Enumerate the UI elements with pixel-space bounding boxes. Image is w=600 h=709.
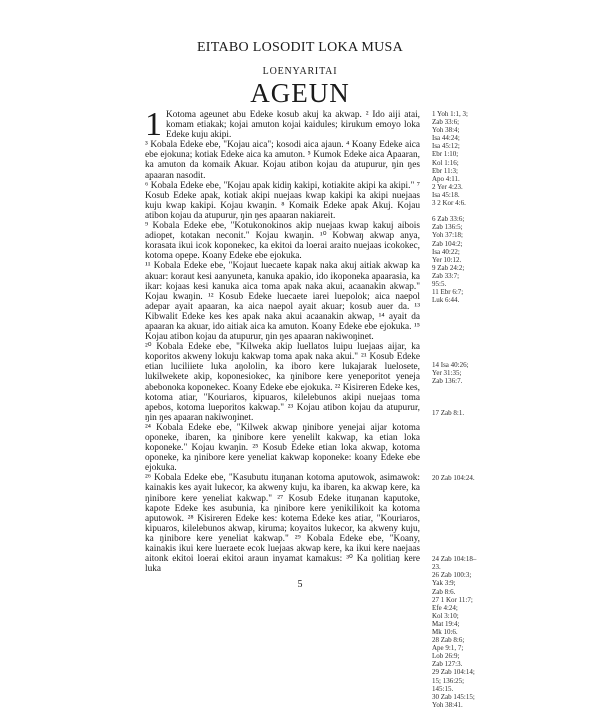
cross-reference: 20 Zab 104:24. bbox=[432, 474, 475, 483]
cross-reference bbox=[432, 450, 512, 458]
paragraph-5: ¹¹ Kobala Edeke ebe, "Kojaut luecaete kapak naka akuj aitiak akwap ka akuar: koraut kesi aanyuneta, kanuka apakio, ido ikoponeka apaarasia, ka ikar: kojaas kesi kanuka aica toma apak naka akui, acaanakin akwap." Kojau kwaŋin. ¹² Kosub Edeke luecaete iarei luepolok; aica naepol adepar ayait apaaran, ka aica naepol ayait akuar; kosub auer da. ¹³ Kibwalit Edeke kes kes apak naka akui acaanakin akwap, ¹⁴ ayait da apaaran ka akuar, ido aitiak aica ka amuton. Koany Edeke ebe ejokuka. ¹⁵ Kojau atibon kojau da atupurur, ŋin ŋes apaaran nakiwoŋinet. bbox=[145, 261, 420, 343]
paragraph-1 bbox=[145, 106, 420, 143]
cross-reference: Yoh 38:41. bbox=[432, 700, 463, 709]
cross-reference: 26 Zab 100:3; bbox=[432, 571, 472, 580]
paragraph-6: ²⁰ Kobala Edeke ebe, "Kilweka akip luellatos luipu luejaas aijar, ka koporitos akweny lokuju kakwap toma apak naka akui." ²¹ Kosub Edeke etian luciliiete luka aŋololin, ka iboro kere lukajarak luelosete, lukilwekete akip, koponesiokec, ka ŋinibore kere yeneporitot yeneja abebonoka koponekec. Koany Edeke ebe ejokuka. ²² Kisireren Edeke kes, kotoma atiar, "Kouriaros, kipuaros, kilelebunos akipi nuejaas toma apebos, kotoma lueporitos kakwap." ²³ Kojau atibon kojau da atupurur, ŋin ŋes apaaran nakiwoŋinet. bbox=[145, 342, 420, 423]
cross-reference: 14 Isa 40:26; bbox=[432, 360, 469, 369]
page-number: 5 bbox=[297, 579, 303, 590]
cross-reference: Isa 40:22; bbox=[432, 247, 460, 256]
cross-reference bbox=[432, 442, 512, 450]
cross-reference bbox=[432, 393, 512, 401]
main-text-column bbox=[145, 106, 420, 575]
cross-reference: 23. bbox=[432, 563, 441, 572]
cross-reference bbox=[432, 507, 512, 515]
cross-reference bbox=[432, 458, 512, 466]
cross-reference: Zab 127:3. bbox=[432, 660, 463, 669]
paragraph-8: ²⁶ Kobala Edeke ebe, "Kasubutu ituŋanan kotoma aputowok, asimawok: kainakis kes ayait lukecor, ka akweny kuju, ka ibaren, ka akwap kere, ka ŋinibore kere yeneliat kakwap." ²⁷ Kosub Edeke ituŋanan kaputoke, kapote Edeke kes asubunia, ka ŋinibore kere yenikilikoit ka kotoma aputowok. ²⁸ Kisireren Edeke kes: kotema Edeke kes atiar, "Kouriaros, kipuaros, kilelebunos akwap, kiruma; koyaitos lukecor, ka akweny kuju, ka ŋinibore kere yeneliat kakwap." ²⁹ Kobala Edeke ebe, "Koany, kainakis ikui kere lueraete ecok luejaas akwap kere, ka ikui kere naejaas aitonk ekitoi loerai ekitoi araun inyamat kamakus: ³⁰ Ka ŋolitiaŋ kere luka bbox=[145, 473, 420, 575]
cross-reference: Yoh 38:4; bbox=[432, 126, 460, 135]
cross-reference: Isa 44:24; bbox=[432, 134, 460, 143]
cross-reference: Ape 9:1, 7; bbox=[432, 644, 464, 653]
cross-reference: 29 Zab 104:14; bbox=[432, 668, 475, 677]
cross-reference: Zab 33:7; bbox=[432, 271, 460, 280]
cross-reference bbox=[432, 401, 512, 409]
book-title: EITABO LOSODIT LOKA MUSA bbox=[196, 40, 404, 55]
cross-reference: 17 Zab 8:1. bbox=[432, 409, 465, 418]
verse-text: Kotoma ageunet abu Edeke kosub akuj ka akwap. ² Ido aiji atai, komam etiakak; kojai amuton kojai kaidules; kirukum emoyo loka Edeke kuju akipi. bbox=[166, 110, 420, 141]
cross-reference: 95:5. bbox=[432, 279, 447, 288]
paragraph-2: ³ Kobala Edeke ebe, "Kojau aica"; kosodi aica ajaun. ⁴ Koany Edeke aica ebe ejokuna; kotiak Edeke aica ka amuton. ⁵ Kumok Edeke aica Apaaran, ka amuton da komaik Akuar. Kojau atibon kojau da atupurur, ŋin ŋes apaaran nasodit. bbox=[145, 140, 420, 181]
cross-reference-column bbox=[432, 110, 512, 709]
cross-reference: Yer 31:35; bbox=[432, 369, 462, 377]
cross-reference bbox=[432, 499, 512, 507]
cross-reference bbox=[432, 207, 512, 215]
cross-reference: Isa 45:18. bbox=[432, 190, 460, 199]
cross-reference: Mk 10:6. bbox=[432, 628, 458, 636]
cross-reference bbox=[432, 490, 512, 498]
cross-reference: 2 Yer 4:23. bbox=[432, 182, 463, 191]
cross-reference bbox=[432, 337, 512, 345]
cross-reference: Apo 4:11. bbox=[432, 174, 460, 183]
chapter-number: 1 bbox=[145, 106, 162, 143]
cross-reference bbox=[432, 482, 512, 490]
cross-reference: Yoh 37:18; bbox=[432, 231, 463, 240]
cross-reference: Yer 10:12. bbox=[432, 255, 462, 264]
cross-reference: 3 2 Kor 4:6. bbox=[432, 199, 466, 208]
cross-reference bbox=[432, 385, 512, 393]
cross-reference: 6 Zab 33:6; bbox=[432, 215, 465, 224]
cross-reference: 11 Ebr 6:7; bbox=[432, 288, 464, 297]
cross-reference: Ebr 11:3; bbox=[432, 166, 458, 175]
cross-reference: 28 Zab 8:6; bbox=[432, 636, 465, 645]
cross-reference bbox=[432, 312, 512, 320]
cross-reference bbox=[432, 320, 512, 328]
cross-reference bbox=[432, 304, 512, 312]
cross-reference: Kol 3:10; bbox=[432, 611, 459, 620]
cross-reference: 30 Zab 145:15; bbox=[432, 692, 475, 701]
cross-reference bbox=[432, 329, 512, 337]
cross-reference bbox=[432, 531, 512, 539]
cross-reference: 1 Yoh 1:1, 3; bbox=[432, 110, 468, 118]
cross-reference: Isa 45:12; bbox=[432, 142, 460, 151]
cross-reference: Yak 3:9; bbox=[432, 579, 456, 588]
cross-reference bbox=[432, 539, 512, 547]
cross-reference: 15; 136:25; bbox=[432, 676, 465, 685]
cross-reference: Lob 26:9; bbox=[432, 652, 460, 661]
chapter-title: AGEUN bbox=[250, 78, 350, 108]
cross-reference: Zab 33:6; bbox=[432, 118, 460, 127]
cross-reference bbox=[432, 466, 512, 474]
paragraph-3: ⁶ Kobala Edeke ebe, "Kojau apak kidiŋ kakipi, kotiakite akipi ka akipi." ⁷ Kosub Edeke apak, kotiak akipi nuejaas kwap kakipi ka akipi nuejaas kuju kwap kakipi. Kojau kwaŋin. ⁸ Komaik Edeke apak Akuj. Kojau atibon kojau da atupurur, ŋin ŋes apaaran nakiareit. bbox=[145, 180, 420, 221]
cross-reference bbox=[432, 353, 512, 361]
cross-reference: Kol 1:16; bbox=[432, 158, 459, 167]
cross-reference bbox=[432, 426, 512, 434]
cross-reference: Mat 19:4; bbox=[432, 619, 460, 628]
cross-reference bbox=[432, 515, 512, 523]
cross-reference bbox=[432, 418, 512, 426]
cross-reference: Ebr 1:10; bbox=[432, 150, 459, 159]
cross-reference bbox=[432, 547, 512, 555]
cross-reference bbox=[432, 434, 512, 442]
cross-reference: Zab 104:2; bbox=[432, 239, 463, 248]
cross-reference: Zab 136:5; bbox=[432, 223, 463, 232]
cross-reference: Efe 4:24; bbox=[432, 603, 458, 612]
paragraph-4: ⁹ Kobala Edeke ebe, "Kotukonokinos akip nuejaas kwap kakuj aibois adiopet, kotakan neconit." Kojau kwaŋin. ¹⁰ Kobwaŋ akwap anya, korasata ikui icok koponekec, ka ekitoi da loerai araito nuejaas icokokec, kotoma opepe. Koany Edeke ebe ejokuka. bbox=[145, 221, 420, 262]
cross-reference: 145:15. bbox=[432, 684, 454, 693]
cross-reference bbox=[432, 345, 512, 353]
cross-reference: 9 Zab 24:2; bbox=[432, 263, 465, 272]
cross-reference: Zab 8:6. bbox=[432, 587, 456, 596]
cross-reference: 24 Zab 104:18– bbox=[432, 555, 477, 564]
cross-reference: 27 1 Kor 11:7; bbox=[432, 595, 473, 604]
cross-reference bbox=[432, 523, 512, 531]
cross-reference: Zab 136:7. bbox=[432, 377, 463, 386]
cross-reference: Luk 6:44. bbox=[432, 296, 460, 305]
book-subtitle: LOENYARITAI bbox=[262, 66, 338, 77]
paragraph-7: ²⁴ Kobala Edeke ebe, "Kilwek akwap ŋinibore yenejai aijar kotoma oponeke, ibaren, ka ŋinibore kere yenelilt kakwap, ka etian loka koponeke." Kojau kwaŋin. ²⁵ Kosub Edeke etian loka akwap, kotoma oponeke, ka ŋinibore kere yeneliat kakwap koponeke: koany Edeke ebe ejokuka. bbox=[145, 422, 420, 474]
